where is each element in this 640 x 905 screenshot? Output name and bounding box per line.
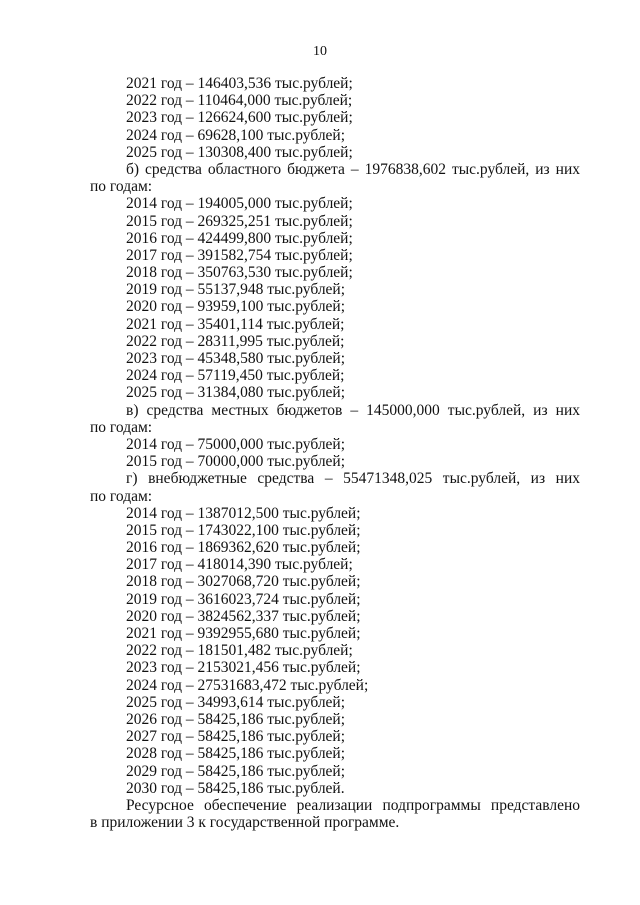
list-item: 2029 год – 58425,186 тыс.рублей; [126, 762, 346, 780]
list-item: 2023 год – 2153021,456 тыс.рублей; [126, 659, 361, 677]
list-item: 2016 год – 1869362,620 тыс.рублей; [126, 539, 361, 557]
local-budgets-heading: в) средства местных бюджетов – 145000,000 тыс.рублей, из них [126, 401, 580, 419]
list-item: 2021 год – 35401,114 тыс.рублей; [126, 315, 345, 333]
list-item: 2014 год – 1387012,500 тыс.рублей; [126, 504, 361, 522]
list-item: 2024 год – 69628,100 тыс.рублей; [126, 126, 346, 144]
extrabudgetary-years [90, 505, 580, 797]
regional-budget-years [90, 195, 580, 401]
page-number: 10 [313, 44, 327, 59]
list-item: 2020 год – 93959,100 тыс.рублей; [126, 298, 346, 316]
list-item: 2016 год – 424499,800 тыс.рублей; [126, 229, 353, 247]
document-body [90, 75, 580, 831]
list-item: 2017 год – 418014,390 тыс.рублей; [126, 556, 353, 574]
closing-paragraph-line2: в приложении 3 к государственной программе. [90, 814, 400, 832]
extrabudgetary-heading: г) внебюджетные средства – 55471348,025 тыс.рублей, из них [126, 470, 580, 488]
local-budgets-years [90, 436, 580, 470]
extrabudgetary-continuation: по годам: [90, 487, 153, 505]
closing-paragraph-line1: Ресурсное обеспечение реализации подпрограммы представлено [126, 796, 580, 814]
list-item: 2026 год – 58425,186 тыс.рублей; [126, 710, 346, 728]
list-item: 2017 год – 391582,754 тыс.рублей; [126, 246, 353, 264]
list-item: 2023 год – 126624,600 тыс.рублей; [126, 109, 353, 127]
list-item: 2022 год – 110464,000 тыс.рублей; [126, 92, 353, 110]
list-item: 2025 год – 130308,400 тыс.рублей; [126, 143, 353, 161]
list-item: 2025 год – 31384,080 тыс.рублей; [126, 384, 346, 402]
list-item: 2021 год – 146403,536 тыс.рублей; [126, 75, 353, 92]
list-item: 2014 год – 75000,000 тыс.рублей; [126, 435, 346, 453]
list-item: 2019 год – 3616023,724 тыс.рублей; [126, 590, 361, 608]
list-item: 2019 год – 55137,948 тыс.рублей; [126, 281, 346, 299]
list-item: 2022 год – 181501,482 тыс.рублей; [126, 642, 353, 660]
list-item: 2027 год – 58425,186 тыс.рублей; [126, 728, 346, 746]
list-item: 2015 год – 1743022,100 тыс.рублей; [126, 521, 361, 539]
list-item: 2024 год – 57119,450 тыс.рублей; [126, 367, 345, 385]
list-item: 2022 год – 28311,995 тыс.рублей; [126, 332, 345, 350]
list-item: 2024 год – 27531683,472 тыс.рублей; [126, 676, 369, 694]
list-item: 2015 год – 269325,251 тыс.рублей; [126, 212, 353, 230]
list-item: 2021 год – 9392955,680 тыс.рублей; [126, 625, 361, 642]
local-budgets-continuation: по годам: [90, 418, 153, 436]
list-item: 2014 год – 194005,000 тыс.рублей; [126, 195, 353, 213]
list-item: 2030 год – 58425,186 тыс.рублей. [126, 779, 345, 797]
list-item: 2023 год – 45348,580 тыс.рублей; [126, 350, 346, 367]
list-item: 2018 год – 3027068,720 тыс.рублей; [126, 573, 361, 591]
regional-budget-continuation: по годам: [90, 178, 153, 196]
initial-years-list [90, 75, 580, 161]
list-item: 2025 год – 34993,614 тыс.рублей; [126, 693, 346, 711]
list-item: 2028 год – 58425,186 тыс.рублей; [126, 745, 346, 763]
list-item: 2018 год – 350763,530 тыс.рублей; [126, 264, 353, 282]
regional-budget-heading: б) средства областного бюджета – 1976838,602 тыс.рублей, из них [126, 160, 580, 178]
list-item: 2020 год – 3824562,337 тыс.рублей; [126, 607, 361, 625]
list-item: 2015 год – 70000,000 тыс.рублей; [126, 453, 346, 471]
